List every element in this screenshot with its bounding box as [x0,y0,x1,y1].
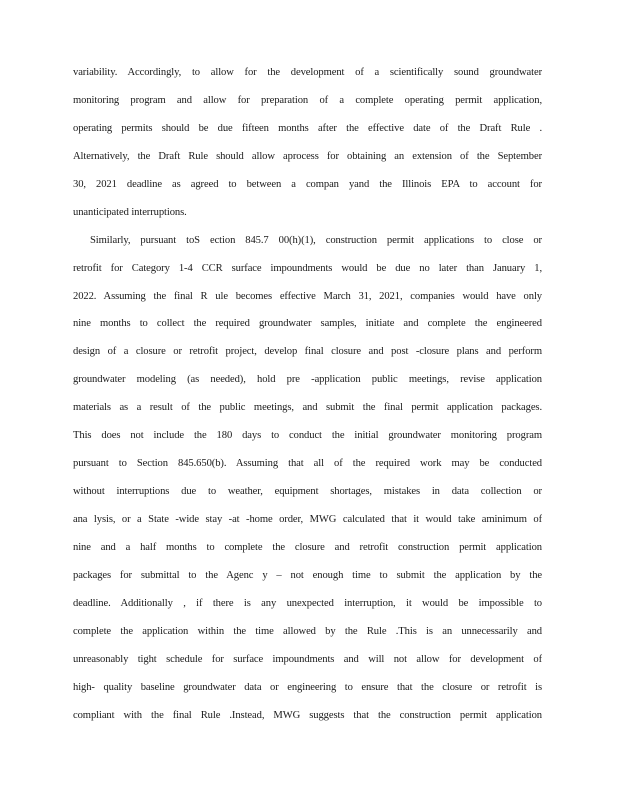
text-line: unreasonably tight schedule for surface impoundments and will not allow for development of [73,653,542,665]
text-line: This does not include the 180 days to conduct the initial groundwater monitoring program [73,430,542,442]
text-line: materials as a result of the public meetings, and submit the final permit application packages. [73,402,542,414]
text-line: 2022. Assuming the final R ule becomes effective March 31, 2021, companies would have only [73,290,542,302]
text-line: Alternatively, the Draft Rule should allow aprocess for obtaining an extension of the September [73,150,542,162]
text-line: variability. Accordingly, to allow for the development of a scientifically sound groundwater [73,67,542,78]
text-line: nine and a half months to complete the closure and retrofit construction permit application [73,541,542,553]
text-line: nine months to collect the required groundwater samples, initiate and complete the engineered [73,318,542,330]
text-line: high- quality baseline groundwater data or engineering to ensure that the closure or retrofit is [73,681,542,693]
text-line: design of a closure or retrofit project, develop final closure and post -closure plans and perform [73,346,542,358]
body-text [73,63,542,734]
paragraph-start-line: Similarly, pursuant toS ection 845.7 00(h)(1), construction permit applications to close or [90,234,542,246]
text-line: complete the application within the time allowed by the Rule .This is an unnecessarily and [73,625,542,637]
text-line: ana lysis, or a State -wide stay -at -home order, MWG calculated that it would take aminimum of [73,514,542,525]
text-line: 30, 2021 deadline as agreed to between a compan yand the Illinois EPA to account for [73,178,542,190]
text-line: retrofit for Category 1-4 CCR surface impoundments would be due no later than January 1, [73,262,542,274]
text-line: deadline. Additionally , if there is any unexpected interruption, it would be impossible to [73,597,542,609]
text-line: monitoring program and allow for preparation of a complete operating permit application, [73,94,542,106]
text-line: unanticipated interruptions. [73,206,187,218]
text-line: packages for submittal to the Agenc y – not enough time to submit the application by the [73,569,542,581]
text-line: compliant with the final Rule .Instead, MWG suggests that the construction permit application [73,709,542,721]
text-line: operating permits should be due fifteen months after the effective date of the Draft Rule . [73,122,542,134]
text-line: without interruptions due to weather, equipment shortages, mistakes in data collection or [73,486,542,498]
text-line: pursuant to Section 845.650(b). Assuming that all of the required work may be conducted [73,458,542,470]
text-line: groundwater modeling (as needed), hold pre -application public meetings, revise application [73,374,542,386]
